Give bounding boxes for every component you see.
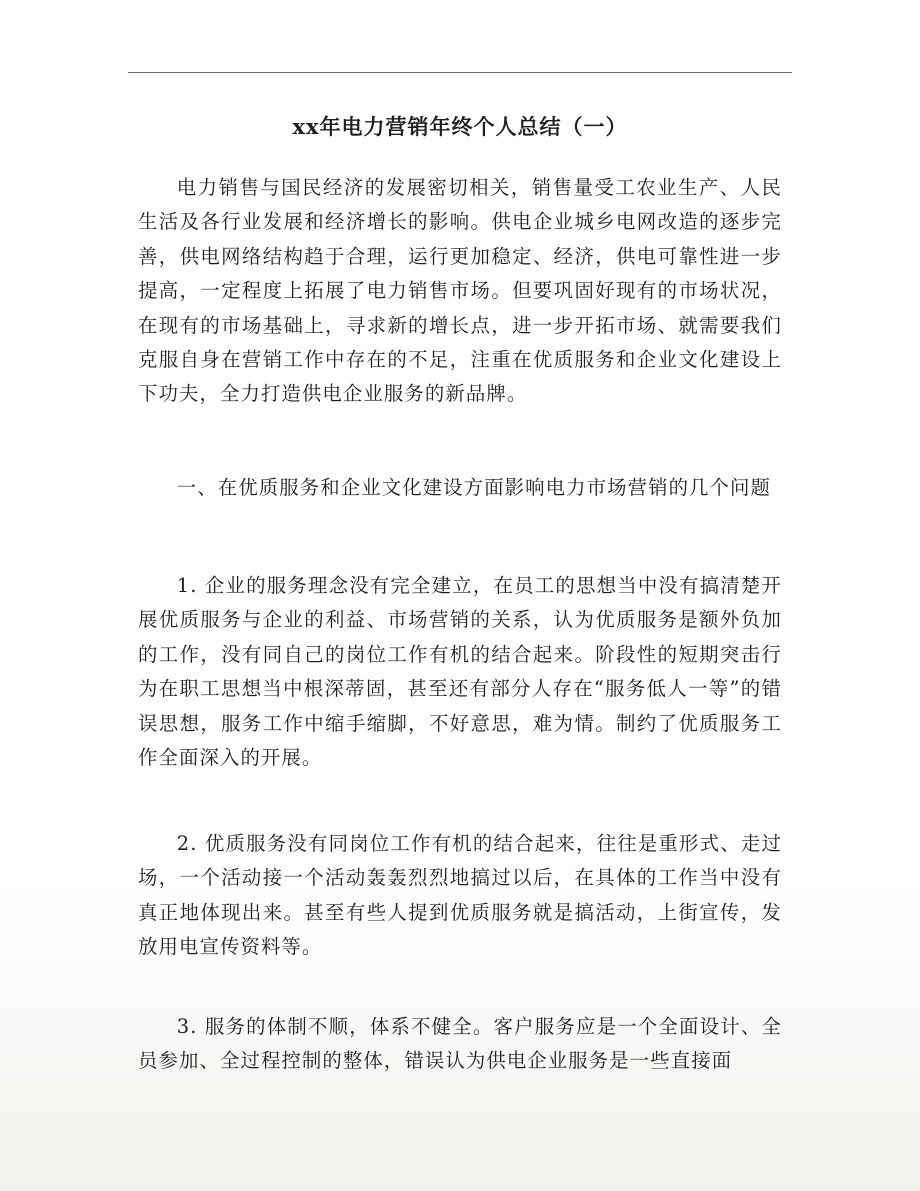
header-rule [128,72,792,73]
paragraph-item-3: 3. 服务的体制不顺，体系不健全。客户服务应是一个全面设计、全员参加、全过程控制的整体，错误认为供电企业服务是一些直接面 [138,1015,782,1073]
section-heading-1: 一、在优质服务和企业文化建设方面影响电力市场营销的几个问题 [176,476,772,499]
paragraph-item-2: 2. 优质服务没有同岗位工作有机的结合起来，往往是重形式、走过场，一个活动接一个活动轰轰烈烈地搞过以后，在具体的工作当中没有真正地体现出来。甚至有些人提到优质服务就是搞活动，上街宣传，发放用电宣传资料等。 [138,832,782,959]
document-title: xx年电力营销年终个人总结（一） [292,114,628,139]
paragraph-intro: 电力销售与国民经济的发展密切相关，销售量受工农业生产、人民生活及各行业发展和经济增长的影响。供电企业城乡电网改造的逐步完善，供电网络结构趋于合理，运行更加稳定、经济，供电可靠性进一步提高，一定程度上拓展了电力销售市场。但要巩固好现有的市场状况，在现有的市场基础上，寻求新的增长点，进一步开拓市场、就需要我们克服自身在营销工作中存在的不足，注重在优质服务和企业文化建设上下功夫，全力打造供电企业服务的新品牌。 [138,176,782,406]
paragraph-item-1: 1. 企业的服务理念没有完全建立，在员工的思想当中没有搞清楚开展优质服务与企业的利益、市场营销的关系，认为优质服务是额外负加的工作，没有同自己的岗位工作有机的结合起来。阶段性的短期突击行为在职工思想当中根深蒂固，甚至还有部分人存在“服务低人一等”的错误思想，服务工作中缩手缩脚，不好意思，难为情。制约了优质服务工作全面深入的开展。 [138,574,782,770]
